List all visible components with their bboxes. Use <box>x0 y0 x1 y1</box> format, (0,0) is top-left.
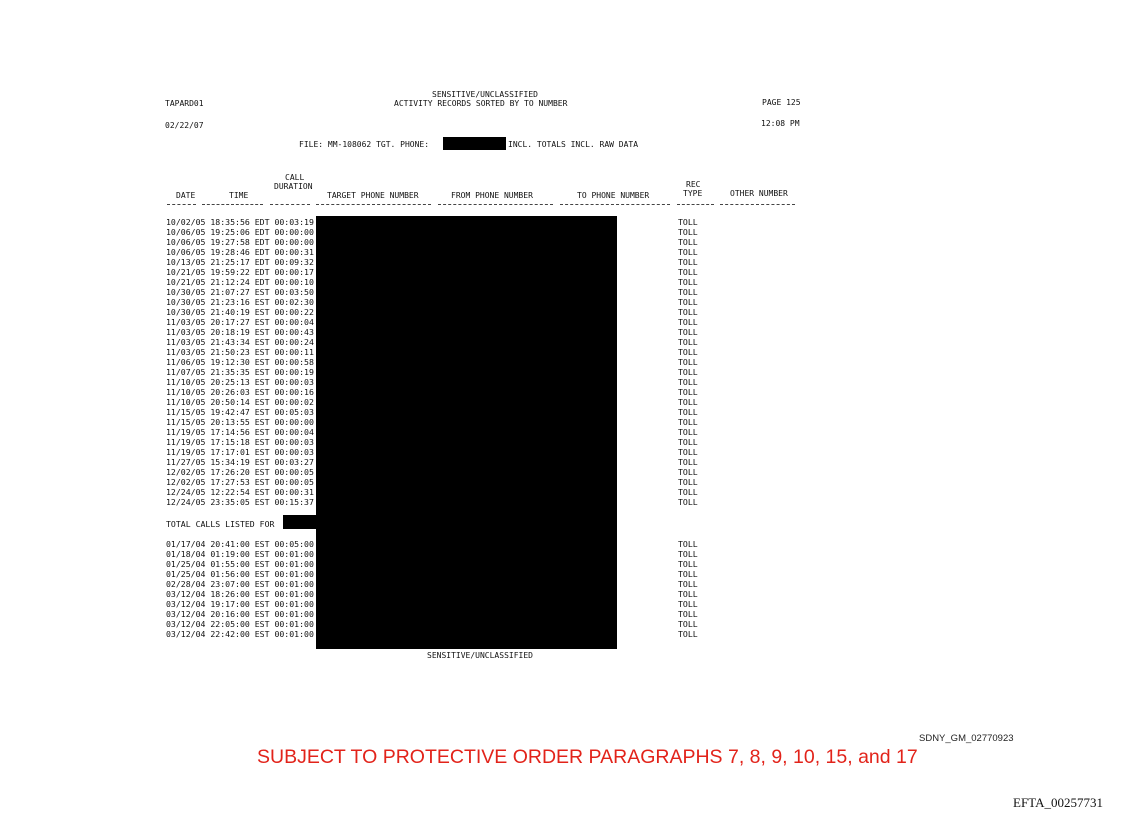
call-record-row: 11/10/05 20:26:03 EST 00:00:16 <box>166 387 314 397</box>
rec-type-cell: TOLL <box>678 367 698 377</box>
col-time: TIME <box>229 191 249 200</box>
call-record-row: 11/27/05 15:34:19 EST 00:03:27 <box>166 457 314 467</box>
call-record-row: 01/18/04 01:19:00 EST 00:01:00 <box>166 549 314 559</box>
col-duration: DURATION <box>274 182 313 191</box>
header-rule <box>677 204 714 205</box>
rec-type-cell: TOLL <box>678 387 698 397</box>
call-record-row: 01/25/04 01:55:00 EST 00:01:00 <box>166 559 314 569</box>
rec-type-cell: TOLL <box>678 457 698 467</box>
rec-type-cell: TOLL <box>678 609 698 619</box>
call-record-row: 12/02/05 17:27:53 EST 00:00:05 <box>166 477 314 487</box>
header-rule <box>720 204 795 205</box>
file-line-prefix: FILE: MM-108062 TGT. PHONE: <box>299 140 430 149</box>
rec-type-cell: TOLL <box>678 317 698 327</box>
rec-type-cell: TOLL <box>678 307 698 317</box>
col-target-phone: TARGET PHONE NUMBER <box>327 191 419 200</box>
header-rule <box>438 204 553 205</box>
rec-type-cell: TOLL <box>678 427 698 437</box>
rec-type-cell: TOLL <box>678 467 698 477</box>
rec-type-cell: TOLL <box>678 337 698 347</box>
col-date: DATE <box>176 191 196 200</box>
call-record-row: 03/12/04 19:17:00 EST 00:01:00 <box>166 599 314 609</box>
redaction-phone-columns <box>316 216 617 649</box>
efta-number: EFTA_00257731 <box>1013 795 1103 810</box>
footer-classification: SENSITIVE/UNCLASSIFIED <box>427 651 533 660</box>
total-calls-label: TOTAL CALLS LISTED FOR <box>166 519 275 529</box>
rec-type-cell: TOLL <box>678 629 698 639</box>
rec-type-cell: TOLL <box>678 599 698 609</box>
header-rule <box>167 204 196 205</box>
rec-type-cell: TOLL <box>678 247 698 257</box>
header-rule <box>202 204 263 205</box>
rec-type-cell: TOLL <box>678 397 698 407</box>
call-record-row: 01/17/04 20:41:00 EST 00:05:00 <box>166 539 314 549</box>
col-to-phone: TO PHONE NUMBER <box>577 191 650 200</box>
call-record-row: 10/30/05 21:23:16 EST 00:02:30 <box>166 297 314 307</box>
rec-type-cell: TOLL <box>678 559 698 569</box>
rec-type-cell: TOLL <box>678 447 698 457</box>
bates-number: SDNY_GM_02770923 <box>919 733 1014 744</box>
rec-types-group-1 <box>678 217 698 507</box>
redaction-total-number <box>283 515 316 529</box>
call-record-row: 01/25/04 01:56:00 EST 00:01:00 <box>166 569 314 579</box>
rec-type-cell: TOLL <box>678 619 698 629</box>
call-record-row: 11/03/05 21:43:34 EST 00:00:24 <box>166 337 314 347</box>
call-record-row: 11/03/05 20:18:19 EST 00:00:43 <box>166 327 314 337</box>
rec-type-cell: TOLL <box>678 357 698 367</box>
rec-type-cell: TOLL <box>678 297 698 307</box>
col-from-phone: FROM PHONE NUMBER <box>451 191 533 200</box>
call-record-row: 10/21/05 21:12:24 EDT 00:00:10 <box>166 277 314 287</box>
header-rule <box>270 204 310 205</box>
rec-type-cell: TOLL <box>678 589 698 599</box>
rec-type-cell: TOLL <box>678 497 698 507</box>
rec-type-cell: TOLL <box>678 277 698 287</box>
rec-type-cell: TOLL <box>678 347 698 357</box>
file-line-suffix: INCL. TOTALS INCL. RAW DATA <box>508 140 639 149</box>
page-number: PAGE 125 <box>762 98 801 107</box>
call-record-row: 11/03/05 20:17:27 EST 00:00:04 <box>166 317 314 327</box>
call-record-row: 11/19/05 17:15:18 EST 00:00:03 <box>166 437 314 447</box>
call-record-row: 10/06/05 19:28:46 EDT 00:00:31 <box>166 247 314 257</box>
rec-type-cell: TOLL <box>678 437 698 447</box>
col-other-number: OTHER NUMBER <box>730 189 788 198</box>
rec-type-cell: TOLL <box>678 257 698 267</box>
call-record-row: 12/02/05 17:26:20 EST 00:00:05 <box>166 467 314 477</box>
rec-type-cell: TOLL <box>678 539 698 549</box>
col-rec: REC <box>686 180 701 189</box>
header-rule <box>316 204 431 205</box>
call-record-row: 10/30/05 21:40:19 EST 00:00:22 <box>166 307 314 317</box>
call-record-row: 10/06/05 19:25:06 EDT 00:00:00 <box>166 227 314 237</box>
rec-type-cell: TOLL <box>678 569 698 579</box>
rec-types-group-2 <box>678 539 698 639</box>
rec-type-cell: TOLL <box>678 407 698 417</box>
header-rule <box>560 204 670 205</box>
call-record-row: 11/10/05 20:25:13 EST 00:00:03 <box>166 377 314 387</box>
call-record-row: 10/30/05 21:07:27 EST 00:03:50 <box>166 287 314 297</box>
rec-type-cell: TOLL <box>678 417 698 427</box>
call-record-row: 11/03/05 21:50:23 EST 00:00:11 <box>166 347 314 357</box>
rec-type-cell: TOLL <box>678 217 698 227</box>
call-record-row: 11/19/05 17:17:01 EST 00:00:03 <box>166 447 314 457</box>
report-id: TAPARD01 <box>165 99 204 108</box>
rec-type-cell: TOLL <box>678 267 698 277</box>
call-record-row: 02/28/04 23:07:00 EST 00:01:00 <box>166 579 314 589</box>
call-record-row: 12/24/05 23:35:05 EST 00:15:37 <box>166 497 314 507</box>
report-time: 12:08 PM <box>761 119 800 128</box>
call-record-row: 03/12/04 22:05:00 EST 00:01:00 <box>166 619 314 629</box>
call-record-row: 11/15/05 19:42:47 EST 00:05:03 <box>166 407 314 417</box>
rec-type-cell: TOLL <box>678 549 698 559</box>
call-record-row: 11/19/05 17:14:56 EST 00:00:04 <box>166 427 314 437</box>
call-record-row: 11/15/05 20:13:55 EST 00:00:00 <box>166 417 314 427</box>
report-date: 02/22/07 <box>165 121 204 130</box>
rec-type-cell: TOLL <box>678 287 698 297</box>
call-records-group-2 <box>166 539 314 639</box>
rec-type-cell: TOLL <box>678 237 698 247</box>
col-call: CALL <box>285 173 305 182</box>
call-record-row: 03/12/04 20:16:00 EST 00:01:00 <box>166 609 314 619</box>
header-classification: SENSITIVE/UNCLASSIFIED <box>432 90 538 99</box>
rec-type-cell: TOLL <box>678 579 698 589</box>
call-record-row: 10/13/05 21:25:17 EDT 00:09:32 <box>166 257 314 267</box>
call-record-row: 10/02/05 18:35:56 EDT 00:03:19 <box>166 217 314 227</box>
rec-type-cell: TOLL <box>678 477 698 487</box>
call-record-row: 10/21/05 19:59:22 EDT 00:00:17 <box>166 267 314 277</box>
call-records-group-1 <box>166 217 314 507</box>
col-type: TYPE <box>683 189 703 198</box>
protective-order-notice: SUBJECT TO PROTECTIVE ORDER PARAGRAPHS 7, 8, 9, 10, 15, and 17 <box>257 746 918 768</box>
redaction-target-phone <box>443 137 506 150</box>
rec-type-cell: TOLL <box>678 377 698 387</box>
rec-type-cell: TOLL <box>678 227 698 237</box>
rec-type-cell: TOLL <box>678 327 698 337</box>
report-title: ACTIVITY RECORDS SORTED BY TO NUMBER <box>394 99 568 108</box>
call-record-row: 10/06/05 19:27:58 EDT 00:00:00 <box>166 237 314 247</box>
call-record-row: 11/06/05 19:12:30 EST 00:00:58 <box>166 357 314 367</box>
call-record-row: 03/12/04 18:26:00 EST 00:01:00 <box>166 589 314 599</box>
call-record-row: 11/10/05 20:50:14 EST 00:00:02 <box>166 397 314 407</box>
call-record-row: 03/12/04 22:42:00 EST 00:01:00 <box>166 629 314 639</box>
call-record-row: 12/24/05 12:22:54 EST 00:00:31 <box>166 487 314 497</box>
call-record-row: 11/07/05 21:35:35 EST 00:00:19 <box>166 367 314 377</box>
rec-type-cell: TOLL <box>678 487 698 497</box>
